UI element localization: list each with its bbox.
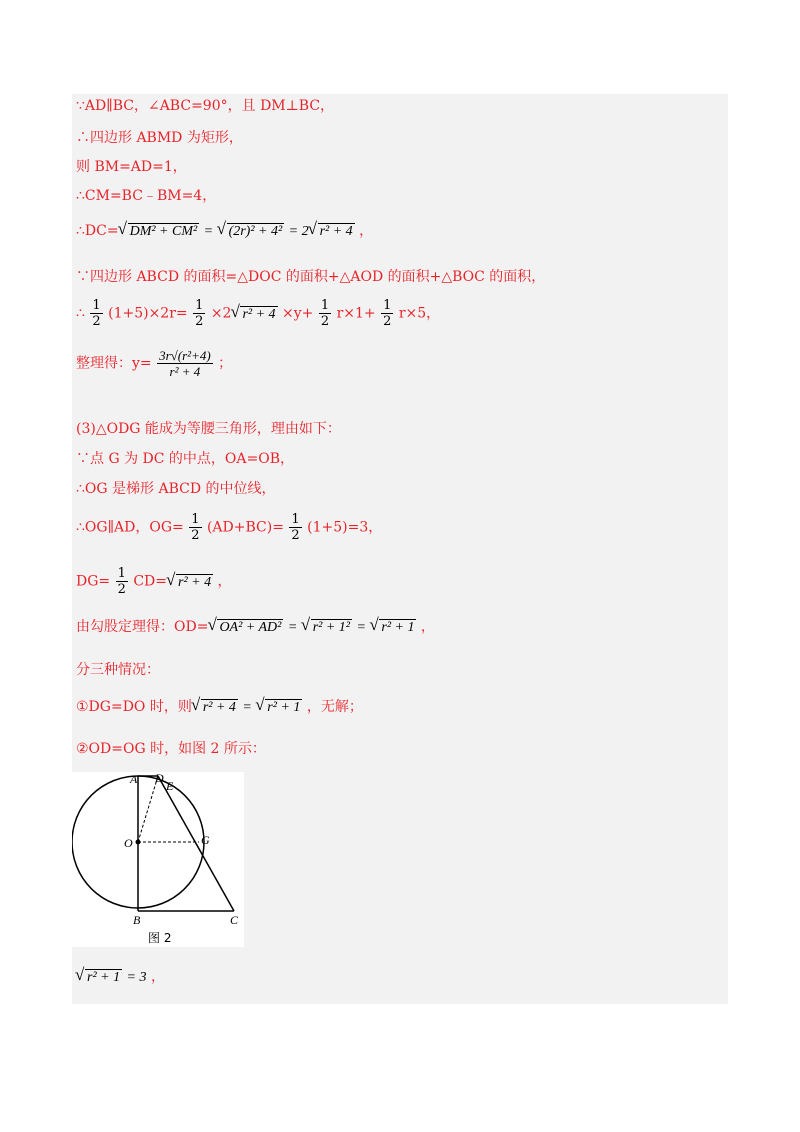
r-times-5: r×5， (398, 305, 441, 322)
fraction-half-1: $\frac{1}{2}$ (92, 298, 101, 329)
text-line-17: ②OD=OG 时，如图 2 所示： (76, 741, 266, 757)
y-numerator: 3r√(r²+4) (159, 348, 211, 363)
sqrt-r2-plus-4-d: √ r² + 4 (201, 699, 238, 716)
sqrt-r2-plus-4-b: √ r² + 4 (240, 306, 277, 323)
point-o (136, 840, 141, 845)
text-line-4: ∴CM=BC﹣BM=4， (76, 188, 217, 204)
eq-sign-1: = (203, 224, 214, 239)
dg-prefix: DG= (76, 573, 111, 590)
text-line-2: ∴四边形 ABMD 为矩形， (76, 130, 243, 146)
fraction-half-6: $\frac{1}{2}$ (291, 512, 300, 543)
figure-caption: 图 2 (148, 931, 172, 945)
r-times-1: r×1+ (336, 305, 376, 322)
sqrt-r2-plus-1: √ r² + 1 (379, 619, 416, 636)
sqrt-2r: √ (2r)² + 4² (227, 223, 285, 240)
sqrt-r2-plus-1-c: √ r² + 1 (85, 969, 122, 986)
segment-od (138, 776, 158, 842)
comma-1: ， (359, 223, 374, 239)
dg-line (76, 566, 232, 597)
y-denominator: r² + 4 (169, 364, 201, 379)
eq-sign-4: = (356, 620, 366, 635)
final-suffix: ， (150, 969, 165, 985)
od-line (76, 618, 435, 637)
text-line-9: (3)△ODG 能成为等腰三角形，理由如下： (76, 421, 341, 437)
y-fraction (157, 348, 213, 379)
dg-mid: CD= (133, 573, 167, 590)
text-line-15: 分三种情况： (76, 662, 160, 678)
od-prefix: 由勾股定理得：OD= (76, 619, 209, 635)
og-prefix: ∴OG∥AD，OG= (76, 519, 184, 536)
fraction-half-2: $\frac{1}{2}$ (195, 298, 204, 329)
case1-prefix: ①DG=DO 时，则 (76, 699, 192, 715)
sqrt-r2-plus-1-b: √ r² + 1 (265, 699, 302, 716)
area-equation-line (76, 298, 440, 329)
sqrt-r2-plus-4: √ r² + 4 (318, 223, 355, 240)
text-line-6: ∵四边形 ABCD 的面积=△DOC 的面积+△AOD 的面积+△BOC 的面积， (76, 269, 546, 285)
fraction-half-3: $\frac{1}{2}$ (320, 298, 330, 329)
eq-sign-3: = (287, 620, 298, 635)
dg-suffix: ， (217, 573, 232, 590)
eq-sign-6: = 3 (126, 970, 147, 985)
dc-formula-line (76, 222, 373, 241)
case1-line (76, 698, 363, 717)
sqrt-r2-plus-1sq: √ r² + 1² (311, 619, 352, 636)
therefore-sign: ∴ (76, 305, 85, 322)
geometry-figure (72, 772, 244, 947)
eq-sign-2: = 2 (288, 224, 309, 239)
times-y: ×y+ (282, 305, 314, 322)
od-suffix: ， (420, 619, 435, 635)
fraction-half-5: $\frac{1}{2}$ (191, 512, 200, 543)
og-suffix: (1+5)=3， (307, 519, 383, 536)
text-line-3: 则 BM=AD=1， (76, 159, 187, 175)
label-d: D (155, 772, 164, 785)
label-c: C (230, 913, 239, 927)
label-g: G (201, 833, 210, 847)
case1-suffix: ，无解； (306, 699, 363, 715)
sqrt-dm-cm: √ DM² + CM² (128, 223, 200, 240)
dc-prefix: ∴DC= (76, 223, 119, 239)
og-mid: (AD+BC)= (206, 519, 284, 536)
eq-sign-5: = (242, 700, 252, 715)
fraction-half-7: $\frac{1}{2}$ (117, 566, 126, 597)
label-o: O (124, 836, 133, 850)
figure-svg (72, 772, 244, 947)
sqrt-r2-plus-4-c: √ r² + 4 (176, 574, 213, 591)
y-suffix: ； (218, 355, 233, 372)
sqrt-oa-ad: √ OA² + AD² (217, 619, 283, 636)
times-2: ×2 (210, 305, 232, 322)
y-prefix: 整理得：y= (76, 355, 152, 372)
final-line (76, 968, 165, 987)
label-a: A (130, 772, 138, 786)
segment-dc (158, 776, 234, 911)
text-line-10: ∵点 G 为 DC 的中点，OA=OB， (76, 451, 295, 467)
text-line-11: ∴OG 是梯形 ABCD 的中位线， (76, 481, 276, 497)
label-b: B (133, 913, 141, 927)
label-e: E (166, 779, 174, 793)
area-term-1: (1+5)×2r= (108, 305, 188, 322)
og-line (76, 512, 382, 543)
text-line-1: ∵AD∥BC，∠ABC=90°，且 DM⊥BC， (76, 98, 335, 114)
fraction-half-4: $\frac{1}{2}$ (383, 298, 392, 329)
y-result-line (76, 348, 232, 379)
